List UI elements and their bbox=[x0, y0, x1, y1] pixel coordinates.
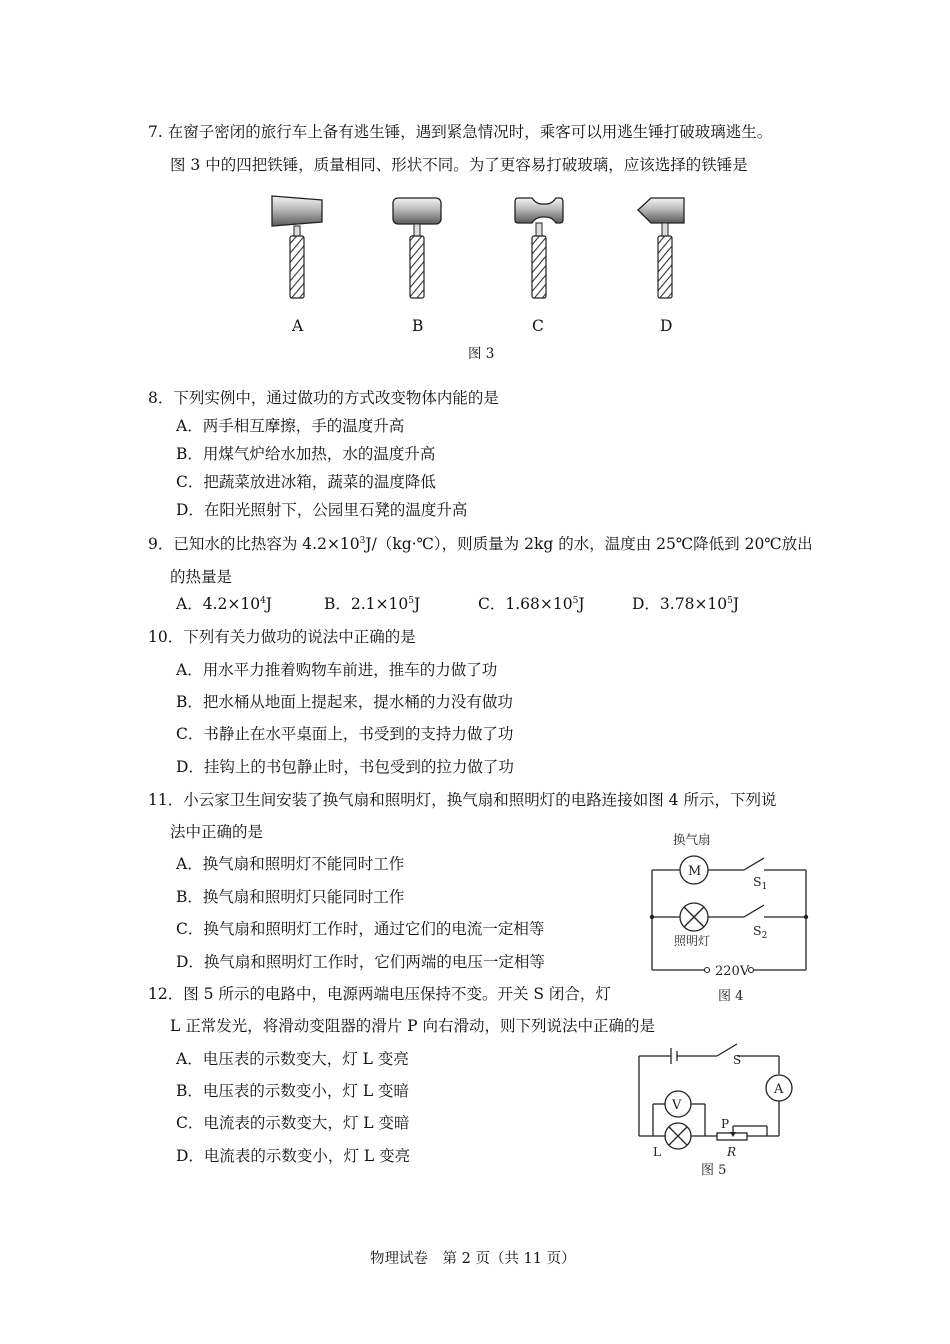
q12-option-d: D．电流表的示数变小，灯 L 变亮 bbox=[176, 1147, 411, 1165]
hammer-d-icon bbox=[638, 198, 684, 298]
q9-option-b: B．$2.1\times 10^5J$ bbox=[324, 595, 421, 613]
q10-stem: 10．下列有关力做功的说法中正确的是 bbox=[148, 628, 416, 646]
motor-symbol: M bbox=[688, 864, 702, 879]
slider-p-label: P bbox=[721, 1117, 730, 1131]
ammeter-symbol: A bbox=[774, 1082, 784, 1097]
hammer-a-label: A bbox=[292, 317, 304, 335]
figure-3-caption: 图 3 bbox=[468, 346, 495, 362]
hammer-c-label: C bbox=[532, 317, 544, 335]
q11-stem: 11．小云家卫生间安装了换气扇和照明灯，换气扇和照明灯的电路连接如图 4 所示，下列说 bbox=[148, 791, 777, 809]
q11-option-c: C．换气扇和照明灯工作时，通过它们的电流一定相等 bbox=[176, 920, 545, 938]
voltage-label: 220V bbox=[715, 964, 750, 979]
q12-option-c: C．电流表的示数变大，灯 L 变暗 bbox=[176, 1114, 410, 1132]
q10-option-b: B．把水桶从地面上提起来，提水桶的力没有做功 bbox=[176, 693, 513, 711]
figure-3-hammers bbox=[250, 188, 710, 363]
q10-option-a: A．用水平力推着购物车前进，推车的力做了功 bbox=[176, 661, 498, 679]
q7-line1: 7. 在窗子密闭的旅行车上备有逃生锤，遇到紧急情况时，乘客可以用逃生锤打破玻璃逃生。 bbox=[148, 123, 773, 141]
figure-4-circuit bbox=[640, 828, 820, 1008]
fan-label: 换气扇 bbox=[673, 832, 711, 847]
hammer-b-label: B bbox=[412, 317, 424, 335]
rheostat-r-label: R bbox=[727, 1145, 737, 1159]
hammer-a-icon bbox=[272, 196, 322, 298]
q12-option-b: B．电压表的示数变小，灯 L 变暗 bbox=[176, 1082, 410, 1100]
voltmeter-symbol: V bbox=[672, 1098, 682, 1113]
switch-s-label: S bbox=[733, 1053, 742, 1067]
hammer-d-label: D bbox=[660, 317, 673, 335]
page-footer: 物理试卷 第 2 页（共 11 页） bbox=[370, 1251, 576, 1267]
figure-5-caption: 图 5 bbox=[701, 1163, 727, 1178]
hammer-c-icon bbox=[515, 198, 563, 298]
q10-option-d: D．挂钩上的书包静止时，书包受到的拉力做了功 bbox=[176, 758, 514, 776]
figure-5-circuit bbox=[625, 1040, 815, 1185]
q12-stem-cont: L 正常发光，将滑动变阻器的滑片 P 向右滑动，则下列说法中正确的是 bbox=[170, 1017, 656, 1035]
q10-option-c: C．书静止在水平桌面上，书受到的支持力做了功 bbox=[176, 725, 514, 743]
q9-stem-cont: 的热量是 bbox=[170, 568, 233, 586]
q9-option-c: C．$1.68\times 10^5J$ bbox=[478, 595, 585, 613]
hammer-b-icon bbox=[393, 198, 441, 298]
q8-option-c: C．把蔬菜放进冰箱，蔬菜的温度降低 bbox=[176, 473, 436, 491]
q12-option-a: A．电压表的示数变大，灯 L 变亮 bbox=[176, 1050, 409, 1068]
figure-4-caption: 图 4 bbox=[718, 989, 744, 1004]
q7-line2: 图 3 中的四把铁锤，质量相同、形状不同。为了更容易打破玻璃，应该选择的铁锤是 bbox=[170, 156, 748, 174]
q11-option-a: A．换气扇和照明灯不能同时工作 bbox=[176, 855, 405, 873]
q9-option-d: D．$3.78\times 10^5J$ bbox=[632, 595, 740, 613]
q9-option-a: A．$4.2\times 10^4J$ bbox=[176, 595, 273, 613]
q8-option-b: B．用煤气炉给水加热，水的温度升高 bbox=[176, 445, 436, 463]
lamp-l-label: L bbox=[653, 1145, 661, 1159]
q9-stem: 9．已知水的比热容为 $4.2\times 10^3J/(kg\cdot℃)$，则质量为 2kg 的水，温度由 25℃降低到 20℃放出 bbox=[148, 535, 813, 553]
q11-stem-cont: 法中正确的是 bbox=[170, 823, 264, 841]
lamp-label: 照明灯 bbox=[674, 934, 711, 948]
q8-option-a: A．两手相互摩擦，手的温度升高 bbox=[176, 417, 405, 435]
q12-stem: 12．图 5 所示的电路中，电源两端电压保持不变。开关 S 闭合，灯 bbox=[148, 985, 611, 1003]
q11-option-b: B．换气扇和照明灯只能同时工作 bbox=[176, 888, 405, 906]
switch-s1-label: $S_1$ bbox=[753, 874, 768, 892]
q8-option-d: D．在阳光照射下，公园里石凳的温度升高 bbox=[176, 501, 468, 519]
q11-option-d: D．换气扇和照明灯工作时，它们两端的电压一定相等 bbox=[176, 953, 545, 971]
switch-s2-label: $S_2$ bbox=[753, 923, 768, 941]
q8-stem: 8．下列实例中，通过做功的方式改变物体内能的是 bbox=[148, 389, 499, 407]
